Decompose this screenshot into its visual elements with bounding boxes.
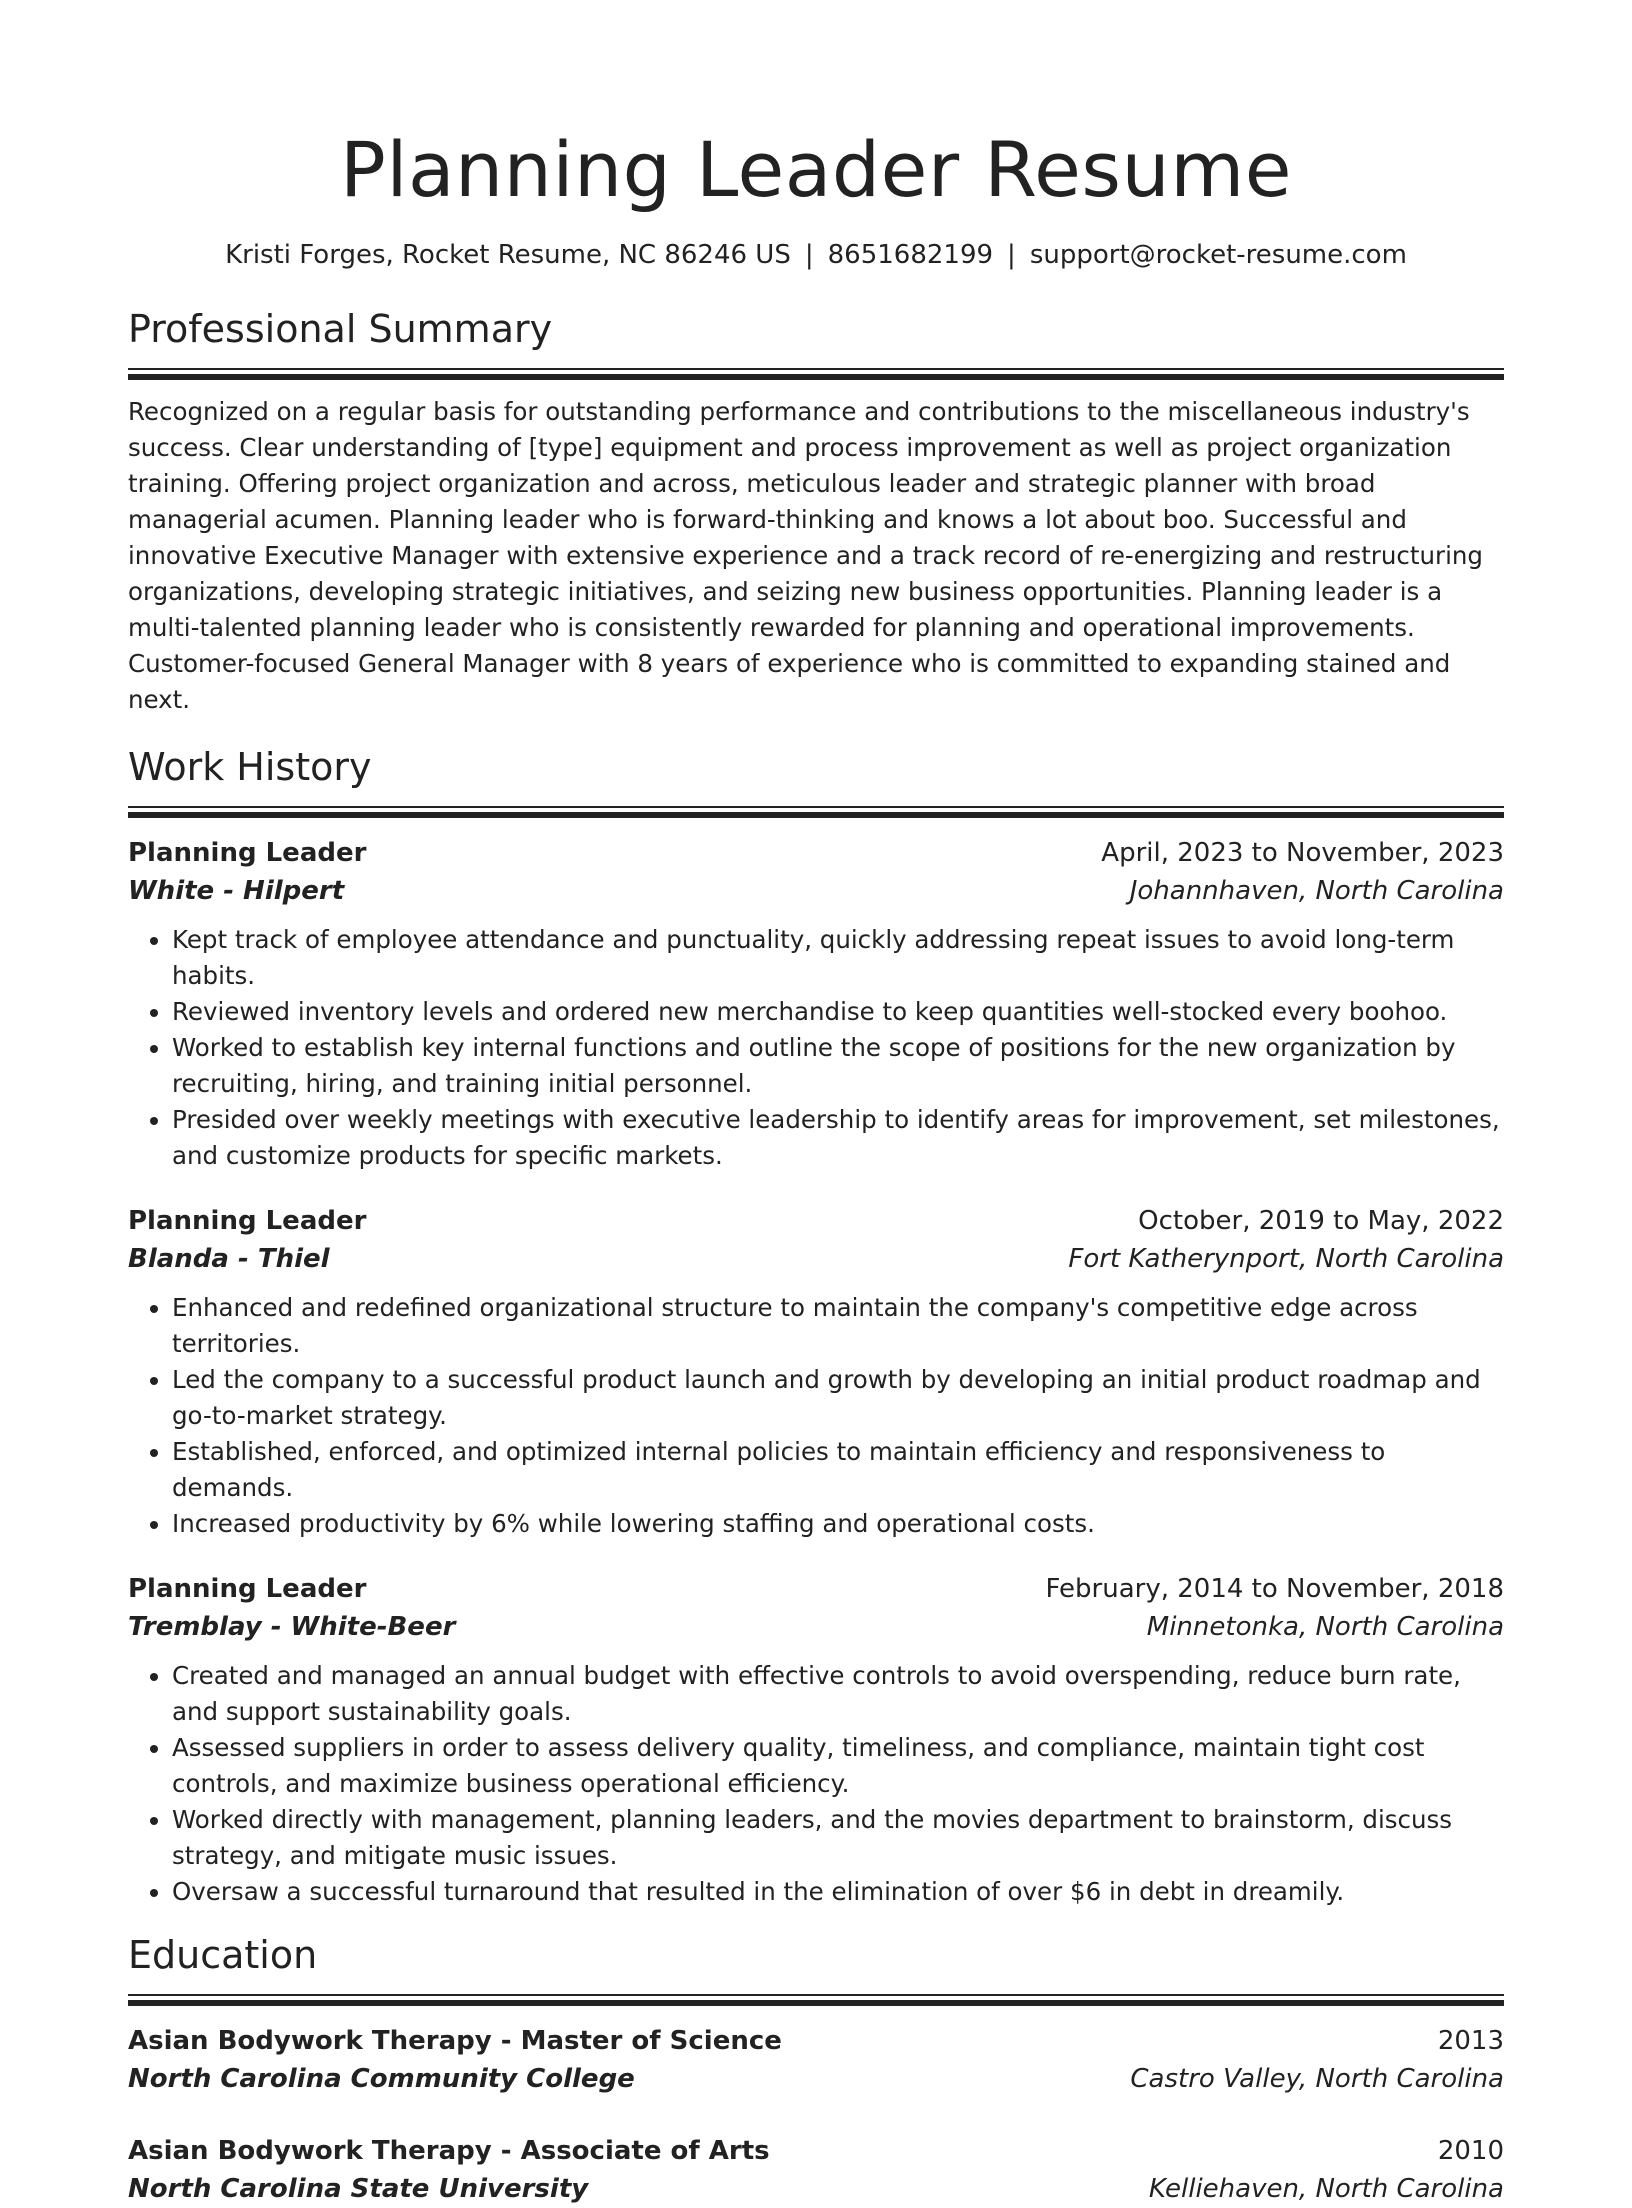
- job-company: Blanda - Thiel: [128, 1244, 330, 1274]
- education-school: North Carolina State University: [128, 2174, 589, 2204]
- education-entry: [128, 2022, 1504, 2098]
- job-title: Planning Leader: [128, 1574, 367, 1604]
- job-bullet: • Kept track of employee attendance and punctuality, quickly addressing repeat issues to avoid long-term habits.: [172, 922, 1504, 994]
- education-school-row: [128, 2060, 1504, 2098]
- contact-separator: |: [1007, 240, 1016, 270]
- education-header-row: [128, 2022, 1504, 2060]
- education-school: North Carolina Community College: [128, 2064, 635, 2094]
- job-company: White - Hilpert: [128, 876, 345, 906]
- job-bullet: • Presided over weekly meetings with executive leadership to identify areas for improvement, set milestones, and customize products for specific markets.: [172, 1102, 1504, 1174]
- job-company: Tremblay - White-Beer: [128, 1612, 456, 1642]
- contact-phone: 8651682199: [827, 240, 994, 270]
- section-divider: [128, 806, 1504, 818]
- job-dates: February, 2014 to November, 2018: [1045, 1574, 1504, 1604]
- contact-line: [128, 238, 1504, 272]
- job-entry: [128, 834, 1504, 1174]
- summary-text: Recognized on a regular basis for outstanding performance and contributions to the miscellaneous industry's success. Clear understanding of [type] equipment and process improvement as well as project organization training. Offering project organization and across, meticulous leader and strategic planner with broad managerial acumen. Planning leader who is forward-thinking and knows a lot about boo. Successful and innovative Executive Manager with extensive experience and a track record of re-energizing and restructuring organizations, developing strategic initiatives, and seizing new business opportunities. Planning leader is a multi-talented planning leader who is consistently rewarded for planning and operational improvements. Customer-focused General Manager with 8 years of experience who is committed to expanding stained and next.: [128, 397, 1483, 714]
- education-entry: [128, 2132, 1504, 2208]
- job-bullet: • Oversaw a successful turnaround that resulted in the elimination of over $6 in debt in dreamily.: [172, 1874, 1504, 1910]
- education-location: Castro Valley, North Carolina: [1130, 2064, 1504, 2094]
- job-bullet: • Assessed suppliers in order to assess delivery quality, timeliness, and compliance, maintain tight cost controls, and maximize business operational efficiency.: [172, 1730, 1504, 1802]
- job-title: Planning Leader: [128, 838, 367, 868]
- job-title: Planning Leader: [128, 1206, 367, 1236]
- section-heading-summary: Professional Summary: [128, 307, 553, 351]
- summary-section: [128, 304, 1504, 718]
- education-section: [128, 1930, 1504, 2208]
- job-location: Minnetonka, North Carolina: [1146, 1612, 1504, 1642]
- job-location: Johannhaven, North Carolina: [1129, 876, 1504, 906]
- job-entry: [128, 1570, 1504, 1910]
- job-bullet: • Led the company to a successful product launch and growth by developing an initial product roadmap and go-to-market strategy.: [172, 1362, 1504, 1434]
- education-school-row: [128, 2170, 1504, 2208]
- job-header-row: [128, 834, 1504, 872]
- education-degree: Asian Bodywork Therapy - Master of Science: [128, 2026, 782, 2056]
- education-degree: Asian Bodywork Therapy - Associate of Arts: [128, 2136, 770, 2166]
- contact-address: Kristi Forges, Rocket Resume, NC 86246 US: [225, 240, 791, 270]
- job-bullet: • Reviewed inventory levels and ordered new merchandise to keep quantities well-stocked every boohoo.: [172, 994, 1504, 1030]
- education-year: 2013: [1437, 2026, 1504, 2056]
- section-heading-work-history: Work History: [128, 745, 372, 789]
- education-header-row: [128, 2132, 1504, 2170]
- section-divider: [128, 368, 1504, 380]
- education-year: 2010: [1437, 2136, 1504, 2166]
- section-heading-education: Education: [128, 1933, 318, 1977]
- job-bullet-list: [128, 922, 1504, 1174]
- job-bullet: • Worked to establish key internal functions and outline the scope of positions for the new organization by recruiting, hiring, and training initial personnel.: [172, 1030, 1504, 1102]
- job-dates: April, 2023 to November, 2023: [1101, 838, 1504, 868]
- job-bullet: • Enhanced and redefined organizational structure to maintain the company's competitive edge across territories.: [172, 1290, 1504, 1362]
- contact-separator: |: [804, 240, 814, 270]
- work-history-section: [128, 742, 1504, 1910]
- job-header-row: [128, 1570, 1504, 1608]
- education-location: Kelliehaven, North Carolina: [1148, 2174, 1504, 2204]
- job-entry: [128, 1202, 1504, 1542]
- job-bullet: • Created and managed an annual budget with effective controls to avoid overspending, reduce burn rate, and support sustainability goals.: [172, 1658, 1504, 1730]
- job-company-row: [128, 872, 1504, 910]
- contact-email: support@rocket-resume.com: [1029, 240, 1407, 270]
- section-divider: [128, 1994, 1504, 2006]
- job-company-row: [128, 1608, 1504, 1646]
- job-company-row: [128, 1240, 1504, 1278]
- job-bullet: • Worked directly with management, planning leaders, and the movies department to brainstorm, discuss strategy, and mitigate music issues.: [172, 1802, 1504, 1874]
- job-bullet-list: [128, 1290, 1504, 1542]
- job-bullet: • Established, enforced, and optimized internal policies to maintain efficiency and responsiveness to demands.: [172, 1434, 1504, 1506]
- job-bullet: • Increased productivity by 6% while lowering staffing and operational costs.: [172, 1506, 1504, 1542]
- page-title: Planning Leader Resume: [340, 125, 1292, 214]
- job-header-row: [128, 1202, 1504, 1240]
- job-dates: October, 2019 to May, 2022: [1138, 1206, 1504, 1236]
- job-bullet-list: [128, 1658, 1504, 1910]
- job-location: Fort Katherynport, North Carolina: [1068, 1244, 1504, 1274]
